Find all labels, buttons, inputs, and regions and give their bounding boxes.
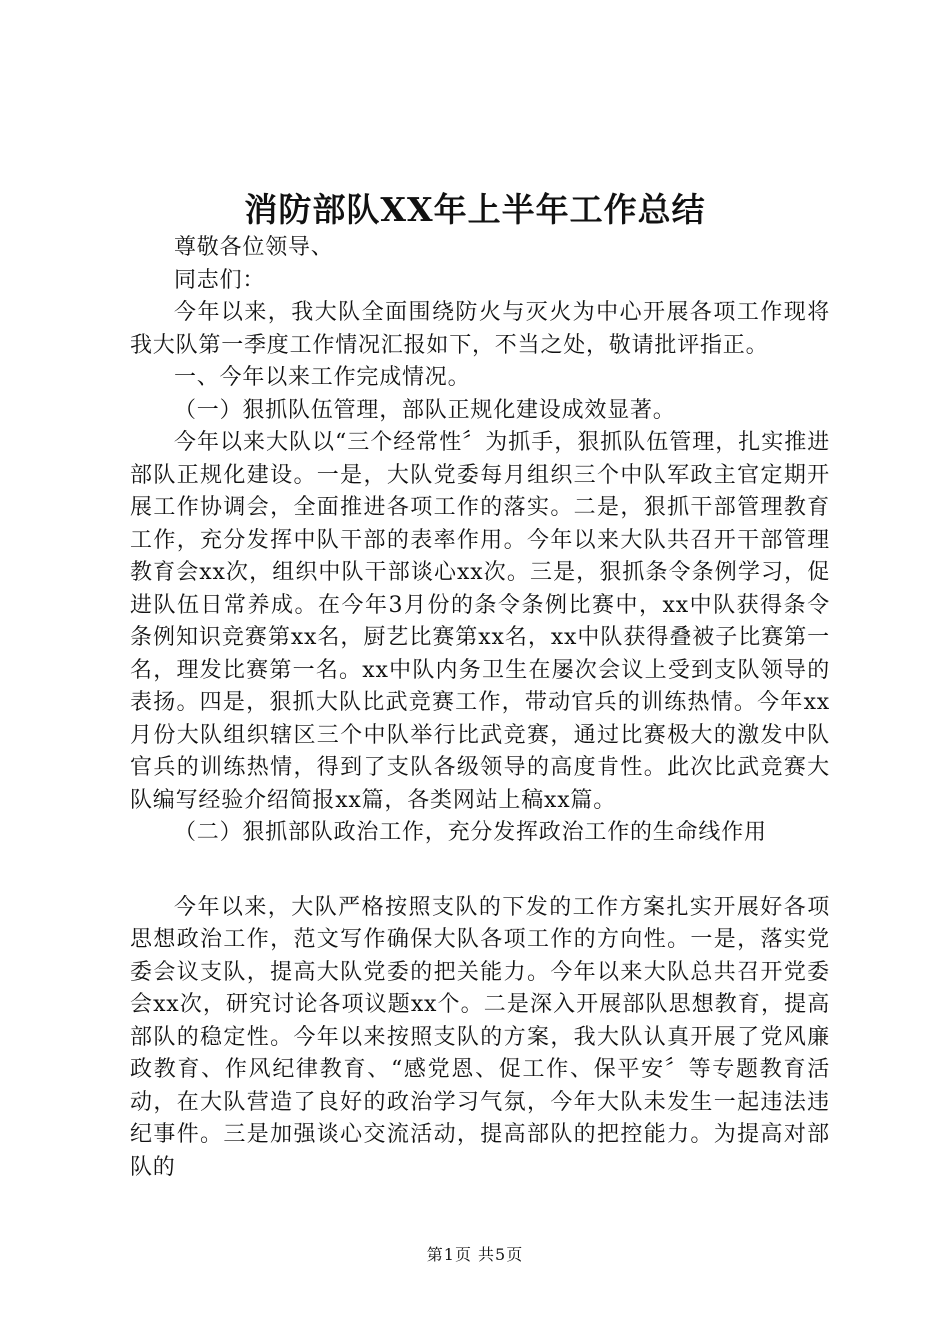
document-body [130,232,830,1184]
salutation-line-2: 同志们： [174,267,266,293]
body-paragraph-2: 今年以来，大队严格按照支队的下发的工作方案扎实开展好各项思想政治工作，范文写作确保大队各项工作的方向性。一是，落实党委会议支队，提高大队党委的把关能力。今年以来大队总共召开党委会xx次，研究讨论各项议题xx个。二是深入开展部队思想教育，提高部队的稳定性。今年以来按照支队的方案，我大队认真开展了党风廉政教育、作风纪律教育、“感党恩、促工作、保平安〞等专题教育活动，在大队营造了良好的政治学习气氛，今年大队未发生一起违法违纪事件。三是加强谈心交流活动，提高部队的把控能力。为提高对部队的 [130,894,830,1180]
subsection-heading-1: （一）狠抓队伍管理，部队正规化建设成效显著。 [174,397,676,423]
body-paragraph-1: 今年以来大队以“三个经常性〞为抓手，狠抓队伍管理，扎实推进部队正规化建设。一是，大队党委每月组织三个中队军政主官定期开展工作协调会，全面推进各项工作的落实。二是，狠抓干部管理教育工作，充分发挥中队干部的表率作用。今年以来大队共召开干部管理教育会xx次，组织中队干部谈心xx次。三是，狠抓条令条例学习，促进队伍日常养成。在今年3月份的条令条例比赛中，xx中队获得条令条例知识竞赛第xx名，厨艺比赛第xx名，xx中队获得叠被子比赛第一名，理发比赛第一名。xx中队内务卫生在屡次会议上受到支队领导的表扬。四是，狠抓大队比武竞赛工作，带动官兵的训练热情。今年xx月份大队组织辖区三个中队举行比武竞赛，通过比赛极大的激发中队官兵的训练热情，得到了支队各级领导的高度肯性。此次比武竞赛大队编写经验介绍简报xx篇，各类网站上稿xx篇。 [130,430,830,813]
subsection-heading-2: （二）狠抓部队政治工作，充分发挥政治工作的生命线作用 [174,820,767,845]
salutation-line-1: 尊敬各位领导、 [174,235,334,260]
section-heading-1: 一、今年以来工作完成情况。 [174,365,471,390]
paragraph-gap [130,850,830,892]
page-footer: 第1页 共5页 [426,1245,524,1264]
intro-paragraph: 今年以来，我大队全面围绕防火与灭火为中心开展各项工作现将我大队第一季度工作情况汇报如下，不当之处，敬请批评指正。 [130,300,830,358]
document-title: 消防部队XX年上半年工作总结 [244,190,706,229]
